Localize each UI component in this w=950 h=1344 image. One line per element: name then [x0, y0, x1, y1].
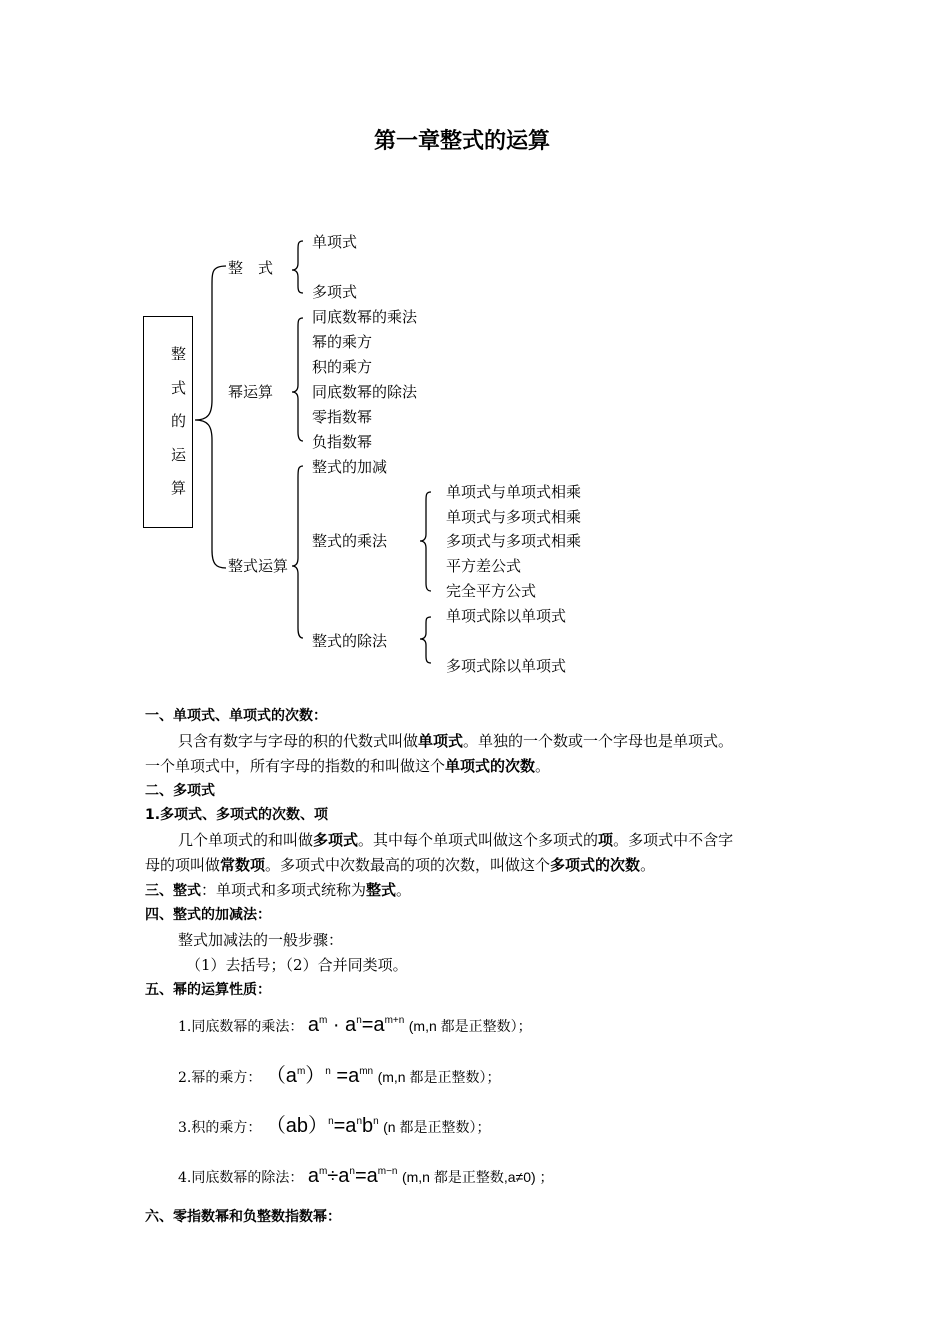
formula-line: 4.同底数幂的除法： $a^m\div a^n=a^{m-n}$ (m,n 都是正整数,a≠0) ；: [178, 1165, 554, 1187]
section-heading: 二、多项式: [145, 783, 215, 799]
tree-item: 积的乘方: [312, 358, 373, 376]
tree-branch-zhengshi: 整 式: [228, 259, 274, 277]
formula-expression: $(ab)^n=a^nb^n$: [265, 1115, 379, 1137]
section-heading: 五、幂的运算性质：: [145, 982, 271, 998]
tree-branch-miyunsuan: 幂运算: [228, 383, 274, 401]
formula-line: 1.同底数幂的乘法： $a^m \cdot a^n=a^{m+n}$ (m,n 都是正整数）；: [178, 1014, 532, 1036]
tree-item: 幂的乘方: [312, 333, 373, 351]
formula-line: 2.幂的乘方： $(a^m)^n =a^{mn}$ (m,n 都是正整数）；: [178, 1065, 501, 1087]
paragraph-line: 三、整式：单项式和多项式统称为整式。: [145, 881, 412, 899]
tree-sub-branch-chufa: 整式的除法: [312, 632, 388, 650]
tree-sub-branch-chengfa: 整式的乘法: [312, 532, 388, 550]
paragraph-line: 只含有数字与字母的积的代数式叫做单项式。单独的一个数或一个字母也是单项式。: [178, 732, 734, 750]
tree-item: 负指数幂: [312, 433, 373, 451]
subsection-heading: 1.多项式、多项式的次数、项: [145, 807, 329, 823]
paragraph-line: 母的项叫做常数项。多项式中次数最高的项的次数，叫做这个多项式的次数。: [145, 856, 656, 874]
paragraph-line: 一个单项式中，所有字母的指数的和叫做这个单项式的次数。: [145, 757, 551, 775]
tree-item: 多项式: [312, 283, 358, 301]
brace-zhengshi: [292, 241, 303, 293]
section-heading: 四、整式的加减法：: [145, 907, 271, 923]
tree-item: 单项式与多项式相乘: [446, 508, 582, 526]
tree-item: 零指数幂: [312, 408, 373, 426]
brace-zhengshiyunsuan: [292, 466, 303, 638]
root-char: 算: [171, 479, 187, 497]
tree-item: 完全平方公式: [446, 582, 537, 600]
paragraph-line: （1）去括号；（2）合并同类项。: [186, 956, 408, 974]
formula-expression: $a^m\div a^n=a^{m-n}$: [307, 1165, 398, 1187]
root-char: 的: [171, 412, 187, 430]
brace-chufa: [420, 617, 431, 663]
root-char: 运: [171, 446, 187, 464]
section-heading: 六、零指数幂和负整数指数幂：: [145, 1209, 341, 1225]
brace-chengfa: [420, 492, 431, 591]
formula-expression: $a^m \cdot a^n=a^{m+n}$: [307, 1014, 405, 1036]
formula-expression: $(a^m)^n =a^{mn}$: [265, 1065, 374, 1087]
brace-miyunsuan: [292, 318, 303, 441]
tree-item: 同底数幂的乘法: [312, 308, 418, 326]
tree-item: 同底数幂的除法: [312, 383, 418, 401]
tree-branch-zhengshiyunsuan: 整式运算: [228, 557, 289, 575]
page-title: 第一章整式的运算: [374, 129, 551, 154]
tree-item: 平方差公式: [446, 557, 522, 575]
root-char: 式: [171, 379, 187, 397]
tree-item: 单项式与单项式相乘: [446, 483, 582, 501]
paragraph-line: 整式加减法的一般步骤：: [178, 931, 344, 949]
tree-item: 多项式与多项式相乘: [446, 532, 582, 550]
tree-item: 多项式除以单项式: [446, 657, 567, 675]
tree-item: 单项式除以单项式: [446, 607, 567, 625]
main-brace: [195, 266, 226, 568]
root-char: 整: [171, 345, 187, 363]
section-heading: 一、单项式、单项式的次数：: [145, 708, 327, 724]
formula-line: 3.积的乘方： $(ab)^n=a^nb^n$ (n 都是正整数）；: [178, 1115, 491, 1137]
tree-item: 单项式: [312, 233, 358, 251]
tree-item: 整式的加减: [312, 458, 388, 476]
paragraph-line: 几个单项式的和叫做多项式。其中每个单项式叫做这个多项式的项。多项式中不含字: [178, 831, 734, 849]
